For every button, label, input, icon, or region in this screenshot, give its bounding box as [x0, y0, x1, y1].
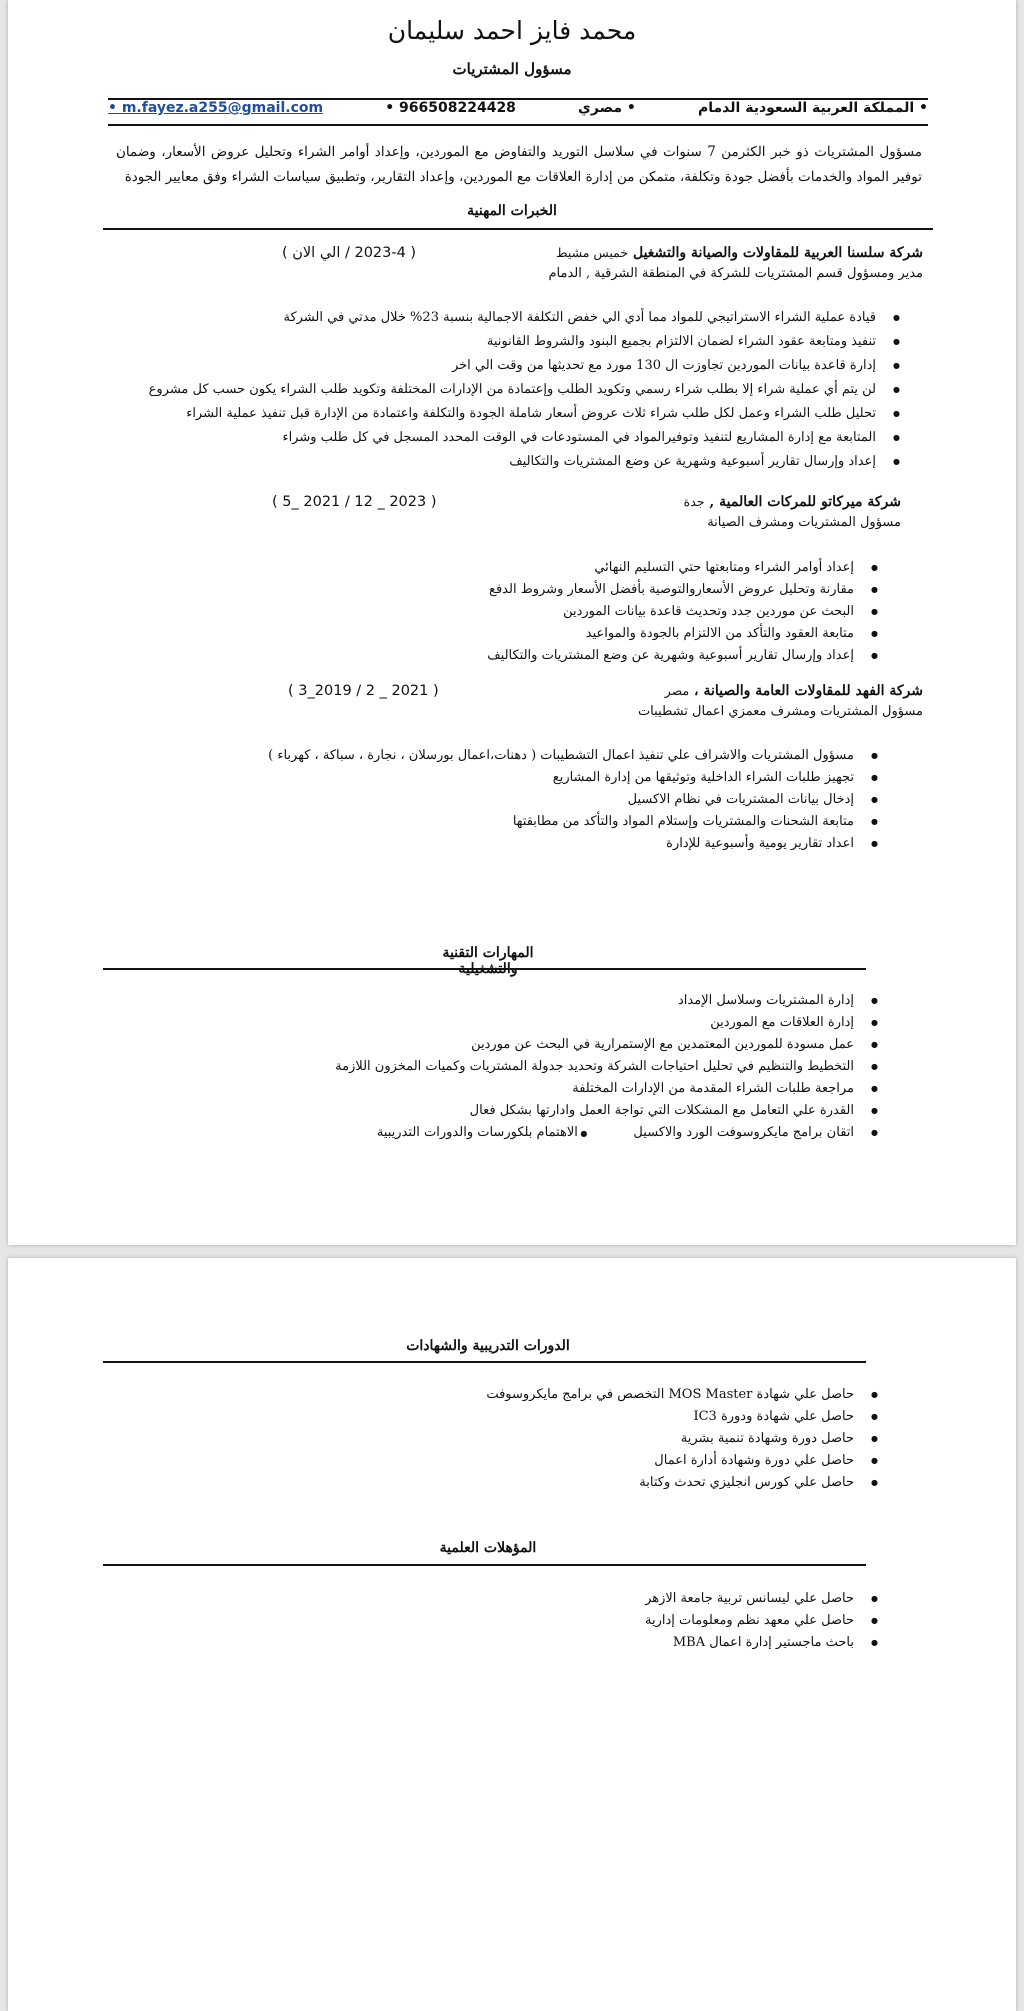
- list-item: ● مسؤول المشتريات والاشراف علي تنفيذ اعمال التشطيبات ( دهنات،اعمال بورسلان ، نجارة ، سباكة ، كهرباء ): [268, 745, 854, 767]
- list-item: ● إدارة العلاقات مع الموردين: [335, 1012, 854, 1034]
- professional-summary: مسؤول المشتريات ذو خبر الكثرمن 7 سنوات في سلاسل التوريد والتفاوض مع الموردين، وإعداد أوامر الشراء وتحليل عروض الأسعار، وضمان توفير المواد والخدمات بأفضل جودة وتكلفة، متمكن من إدارة العلاقات مع الموردين، وإعداد التقارير، وتطبيق سياسات الشراء وفق معايير الجودة: [116, 144, 922, 185]
- education-rule: [103, 1564, 866, 1566]
- phone-number: • 966508224428: [385, 100, 516, 116]
- list-item: ● مراجعة طلبات الشراء المقدمة من الإدارات المختلفة: [335, 1078, 854, 1100]
- job-2-company: شركة ميركاتو للمركات العالمية , جدة: [683, 494, 901, 510]
- courses-rule: [103, 1361, 866, 1363]
- job-2-bullets: [487, 557, 876, 667]
- list-item: ● المتابعة مع إدارة المشاريع لتنفيذ وتوفيرالمواد في المستودعات في الوقت المحدد المسجل في كل طلب وشراء: [149, 426, 876, 450]
- list-item: ● حاصل علي شهادة MOS Master التخصص في برامج مايكروسوفت: [486, 1384, 854, 1406]
- list-item: ● قيادة عملية الشراء الاستراتيجي للمواد مما أدي الي خفض التكلفة الاجمالية بنسبة 23% خلال مدتي في الشركة: [149, 306, 876, 330]
- list-item: ● تجهيز طلبات الشراء الداخلية وتوثيقها من إدارة المشاريع: [268, 767, 854, 789]
- list-item: ● حاصل علي دورة وشهادة أدارة اعمال: [486, 1450, 854, 1472]
- contact-bar: [108, 100, 928, 124]
- experience-section-title: الخبرات المهنية: [467, 203, 557, 219]
- job-2-date: ( 2023 _ 12 / 2021 _5 ): [272, 494, 437, 510]
- job-3-company: شركة الفهد للمقاولات العامة والصيانة ، مصر: [664, 683, 923, 699]
- job-2-role: مسؤول المشتريات ومشرف الصيانة: [707, 515, 901, 530]
- candidate-name: محمد فايز احمد سليمان: [387, 16, 637, 45]
- list-item: ● إعداد وإرسال تقارير أسبوعية وشهرية عن وضع المشتريات والتكاليف: [149, 450, 876, 474]
- resume-page-2: [8, 1258, 1016, 2011]
- job-3-bullets: [268, 745, 876, 855]
- courses-section-title: الدورات التدريبية والشهادات: [406, 1338, 570, 1354]
- list-item: ● حاصل علي شهادة ودورة IC3: [486, 1406, 854, 1428]
- resume-page-1: [8, 0, 1016, 1245]
- skills-extra-item: ● الاهتمام بلكورسات والدورات التدريبية: [377, 1122, 588, 1145]
- list-item: ● إدارة المشتريات وسلاسل الإمداد: [335, 990, 854, 1012]
- list-item: ● متابعة العقود والتأكد من الالتزام بالجودة والمواعيد: [487, 623, 854, 645]
- job-1-bullets: [149, 306, 898, 474]
- list-item: ● إعداد أوامر الشراء ومتابعتها حتي التسليم النهائي: [487, 557, 854, 579]
- job-1-company: شركة سلسنا العربية للمقاولات والصيانة والتشغيل خميس مشيط: [555, 245, 923, 261]
- list-item: ● اعداد تقارير يومية وأسبوعية للإدارة: [268, 833, 854, 855]
- candidate-title: مسؤول المشتريات: [452, 60, 572, 78]
- education-list: [645, 1588, 876, 1654]
- skills-list: [335, 990, 876, 1145]
- experience-rule: [103, 228, 933, 230]
- list-item: ● تحليل طلب الشراء وعمل لكل طلب شراء ثلاث عروض أسعار شاملة الجودة والتكلفة واعتمادة من الإدارة قبل تنفيذ عملية الشراء: [149, 402, 876, 426]
- list-item: ● القدرة علي التعامل مع المشكلات التي تواجة العمل وادارتها بشكل فعال: [335, 1100, 854, 1122]
- list-item: ● إدخال بيانات المشتريات في نظام الاكسيل: [268, 789, 854, 811]
- list-item: ● التخطيط والتنظيم في تحليل احتياجات الشركة وتحديد جدولة المشتريات وكميات المخزون اللازمة: [335, 1056, 854, 1078]
- skills-rule: [103, 968, 866, 970]
- job-3-date: ( 2021 _ 2 / 2019_3 ): [288, 683, 439, 699]
- job-1-role: مدير ومسؤول قسم المشتريات للشركة في المنطقة الشرقية , الدمام: [548, 266, 923, 281]
- list-item: ● حاصل دورة وشهادة تنمية بشرية: [486, 1428, 854, 1450]
- job-3-role: مسؤول المشتريات ومشرف معمزي اعمال تشطيبات: [637, 704, 923, 719]
- list-item: ● حاصل علي ليسانس تربية جامعة الازهر: [645, 1588, 854, 1610]
- courses-list: [486, 1384, 876, 1494]
- list-item: ● تنفيذ ومتابعة عقود الشراء لضمان الالتزام بجميع البنود والشروط القانونية: [149, 330, 876, 354]
- skills-section-title: المهارات التقنية والتشغيلية: [442, 945, 534, 977]
- list-item: ● إدارة قاعدة بيانات الموردين تجاوزت ال 130 مورد مع تحديثها من وقت الي اخر: [149, 354, 876, 378]
- email-link[interactable]: • m.fayez.a255@gmail.com: [108, 100, 324, 116]
- location: • المملكة العربية السعودية الدمام: [698, 100, 928, 116]
- job-1-date: ( 2023-4 / الي الان ): [282, 245, 417, 261]
- list-item: ● لن يتم أي عملية شراء إلا بطلب شراء رسمي وتكويد الطلب وإعتمادة من الإدارات المختلفة وتكويد طلب الشراء يكون حسب كل مشروع: [149, 378, 876, 402]
- header-bottom-rule: [108, 124, 928, 126]
- list-item: ● متابعة الشحنات والمشتريات وإستلام المواد والتأكد من مطابقتها: [268, 811, 854, 833]
- list-item: ● مقارنة وتحليل عروض الأسعاروالتوصية بأفضل الأسعار وشروط الدفع: [487, 579, 854, 601]
- nationality: • مصري: [578, 100, 636, 116]
- list-item: ● إعداد وإرسال تقارير أسبوعية وشهرية عن وضع المشتريات والتكاليف: [487, 645, 854, 667]
- list-item: ● باحث ماجستير إدارة اعمال MBA: [645, 1632, 854, 1654]
- list-item: ● عمل مسودة للموردين المعتمدين مع الإستمرارية في البحث عن موردين: [335, 1034, 854, 1056]
- list-item: ● حاصل علي كورس انجليزي تحدث وكتابة: [486, 1472, 854, 1494]
- list-item: ● حاصل علي معهد نظم ومعلومات إدارية: [645, 1610, 854, 1632]
- list-item: ● اتقان برامج مايكروسوفت الورد والاكسيل ● الاهتمام بلكورسات والدورات التدريبية: [335, 1122, 854, 1145]
- list-item: ● البحث عن موردين جدد وتحديث قاعدة بيانات الموردين: [487, 601, 854, 623]
- education-section-title: المؤهلات العلمية: [439, 1540, 537, 1556]
